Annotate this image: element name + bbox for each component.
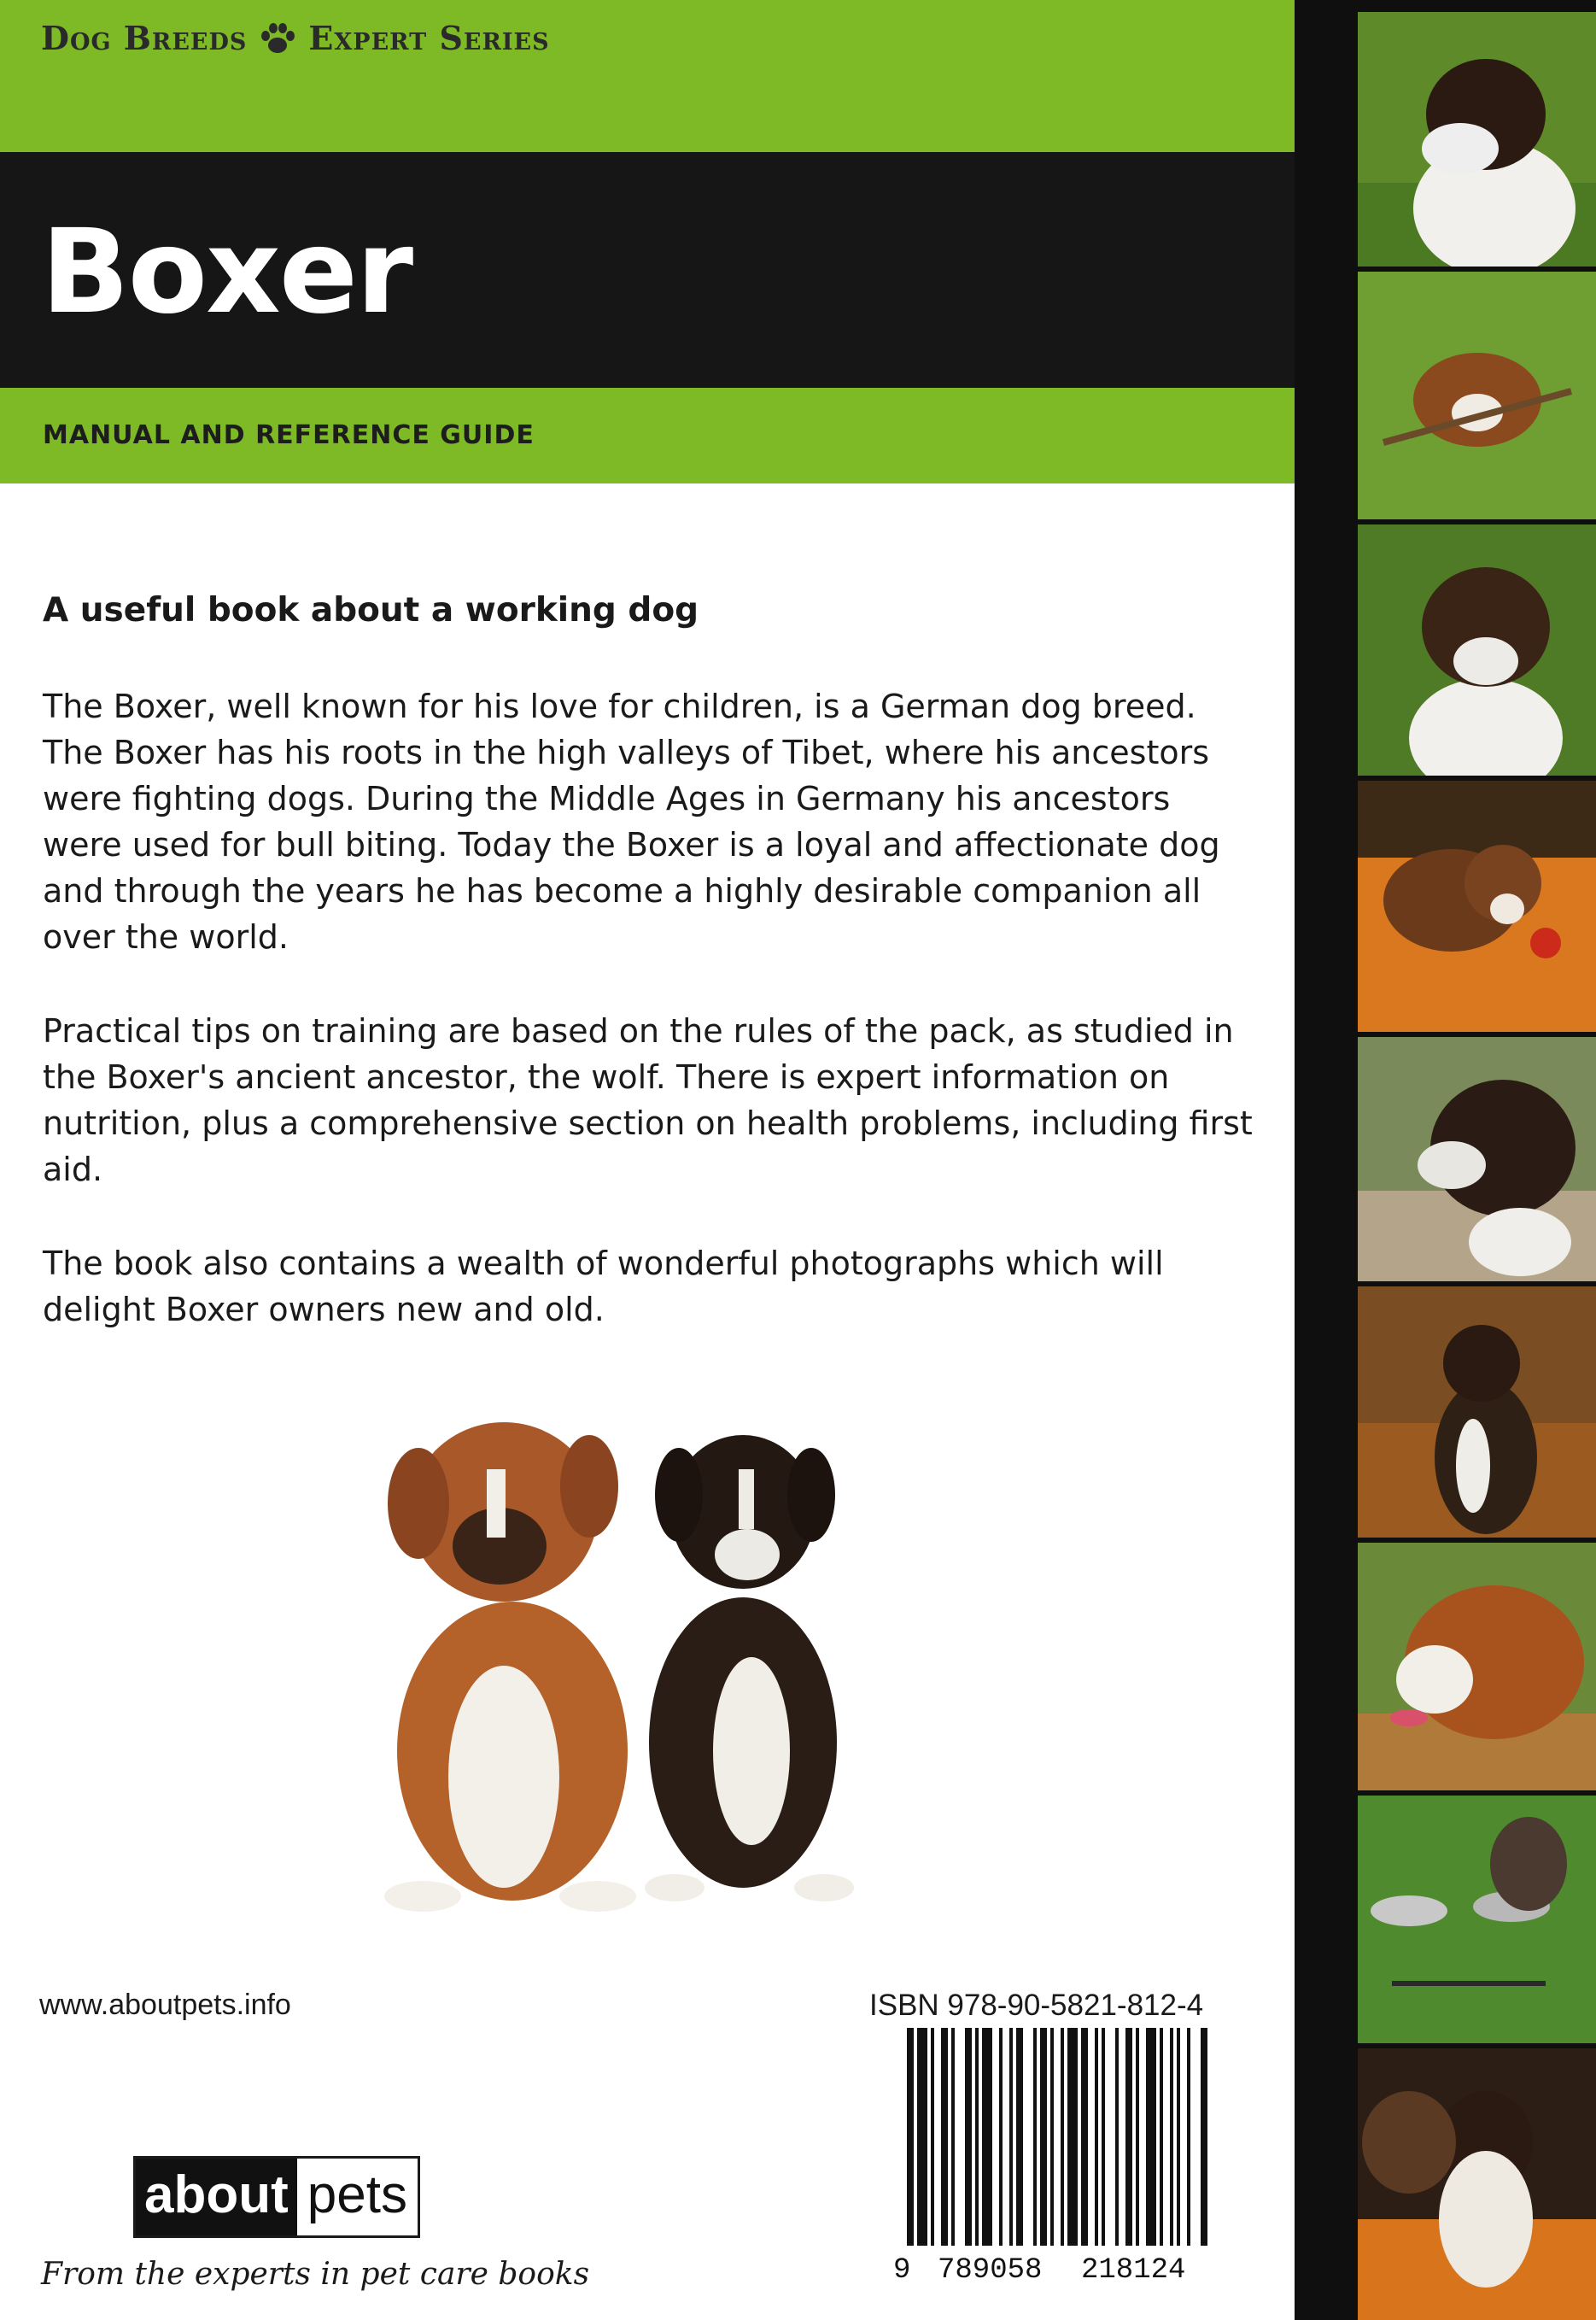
book-title: Boxer [41,205,412,340]
photo-boxer-sitting [1358,524,1596,776]
isbn-barcode [888,2028,1221,2284]
isbn-number: ISBN 978-90-5821-812-4 [869,1989,1204,2022]
photo-boxer-puppy-toy [1358,781,1596,1032]
barcode-left-digits: 789058 [938,2254,1043,2284]
photo-boxer-portrait [1358,12,1596,267]
aboutpets-logo [133,2156,420,2238]
paw-print-icon [259,21,296,56]
logo-pets-text: pets [297,2159,418,2235]
photo-boxer-tongue-out [1358,1543,1596,1790]
blurb-paragraph-3: The book also contains a wealth of wonderful photographs which will delight Boxer owners new and old. [43,1245,1164,1328]
series-left-text: Dog Breeds [41,19,248,57]
barcode-lead-digit: 9 [893,2254,911,2284]
blurb-paragraph-1: The Boxer, well known for his love for children, is a German dog breed. The Boxer has his roots in the high valleys of Tibet, where his ancestors were fighting dogs. During the Middle Ages in Germany his ancestors were used for bull biting. Today the Boxer is a loyal and affectionate dog and through the years he has become a highly desirable companion all over the world. [43,688,1220,956]
photo-boxer-puppies-play [1358,2048,1596,2320]
photo-boxer-autumn-leaves [1358,1286,1596,1538]
photo-boxer-lying-grass [1358,272,1596,519]
blurb-paragraph-2: Practical tips on training are based on the rules of the pack, as studied in the Boxer's ancient ancestor, the wolf. There is expert information on nutrition, plus a comprehensive section on health problems, including first aid. [43,1012,1253,1188]
website-link[interactable]: www.aboutpets.info [39,1989,291,2021]
blurb-heading: A useful book about a working dog [43,591,699,630]
boxer-puppies-photo [359,1418,905,1922]
book-subtitle: MANUAL AND REFERENCE GUIDE [43,420,535,450]
series-name [41,19,550,57]
barcode-right-digits: 218124 [1081,2254,1186,2284]
photo-boxer-park [1358,1037,1596,1281]
publisher-tagline: From the experts in pet care books [41,2257,590,2292]
logo-about-text: about [136,2159,297,2235]
photo-boxer-feeding-bowls [1358,1796,1596,2043]
series-right-text: Expert Series [308,19,550,57]
